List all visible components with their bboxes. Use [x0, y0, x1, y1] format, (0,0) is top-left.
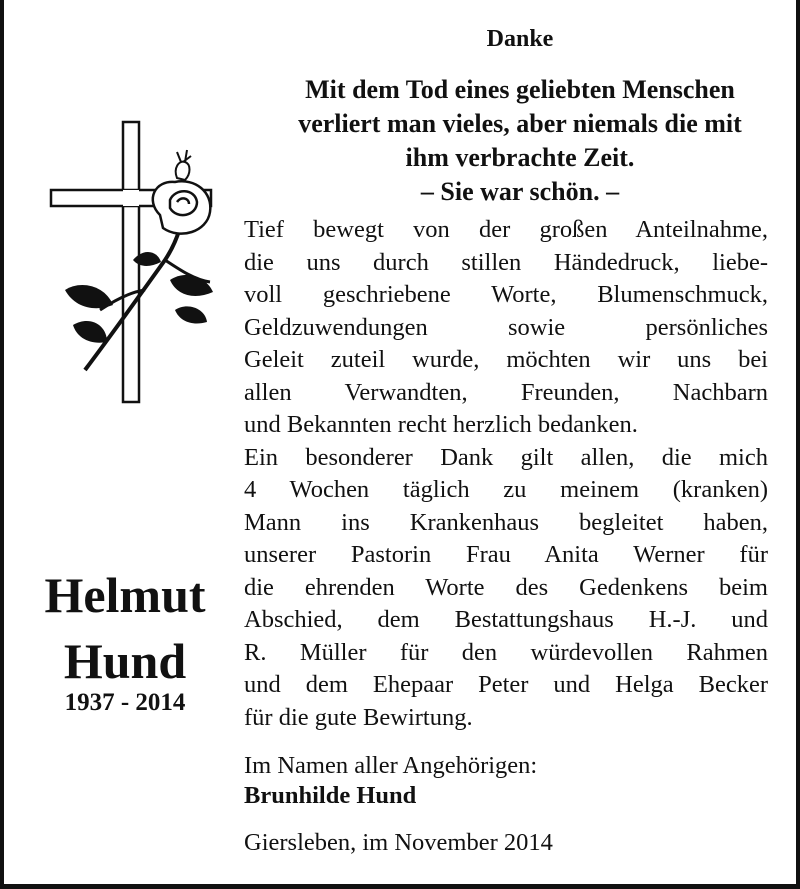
text-line: allen Verwandten, Freunden, Nachbarn [244, 378, 768, 406]
deceased-first-name: Helmut [44, 567, 206, 623]
text-line: unserer Pastorin Frau Anita Werner für [244, 541, 768, 568]
text-line: Ein besonderer Dank gilt allen, die mich [244, 443, 768, 471]
text-line: die uns durch stillen Händedruck, liebe- [244, 248, 768, 276]
text-line: Mann ins Krankenhaus begleitet haben, [244, 508, 768, 536]
place-and-date: Giersleben, im November 2014 [244, 829, 553, 856]
notice-title: Danke [486, 26, 554, 52]
text-line: Geldzuwendungen sowie persönliches [244, 313, 768, 341]
thank-you-text [244, 214, 768, 734]
quote-line: verliert man vieles, aber niemals die mit [298, 109, 742, 138]
text-line: für die gute Bewirtung. [244, 703, 473, 731]
text-line: Abschied, dem Bestattungshaus H.-J. und [244, 606, 768, 633]
deceased-last-name: Hund [63, 633, 187, 689]
signature-name: Brunhilde Hund [244, 782, 417, 809]
text-line: voll geschriebene Worte, Blumenschmuck, [244, 281, 768, 308]
life-dates: 1937 - 2014 [64, 689, 186, 716]
text-line: und Bekannten recht herzlich bedanken. [244, 411, 638, 438]
text-line: Geleit zuteil wurde, möchten wir uns bei [244, 346, 768, 373]
signature-intro: Im Namen aller Angehörigen: [244, 752, 538, 779]
text-line: und dem Ehepaar Peter und Helga Becker [244, 671, 768, 698]
memorial-quote [230, 73, 800, 209]
text-line: Tief bewegt von der großen Anteilnahme, [244, 216, 768, 243]
quote-line: Mit dem Tod eines geliebten Menschen [305, 75, 735, 104]
text-line: die ehrenden Worte des Gedenkens beim [244, 573, 768, 601]
quote-line: – Sie war schön. – [420, 177, 620, 206]
text-line: R. Müller für den würdevollen Rahmen [244, 638, 768, 666]
cross-with-rose-icon [45, 120, 235, 410]
text-line: 4 Wochen täglich zu meinem (kranken) [244, 476, 768, 503]
quote-line: ihm verbrachte Zeit. [405, 143, 635, 172]
